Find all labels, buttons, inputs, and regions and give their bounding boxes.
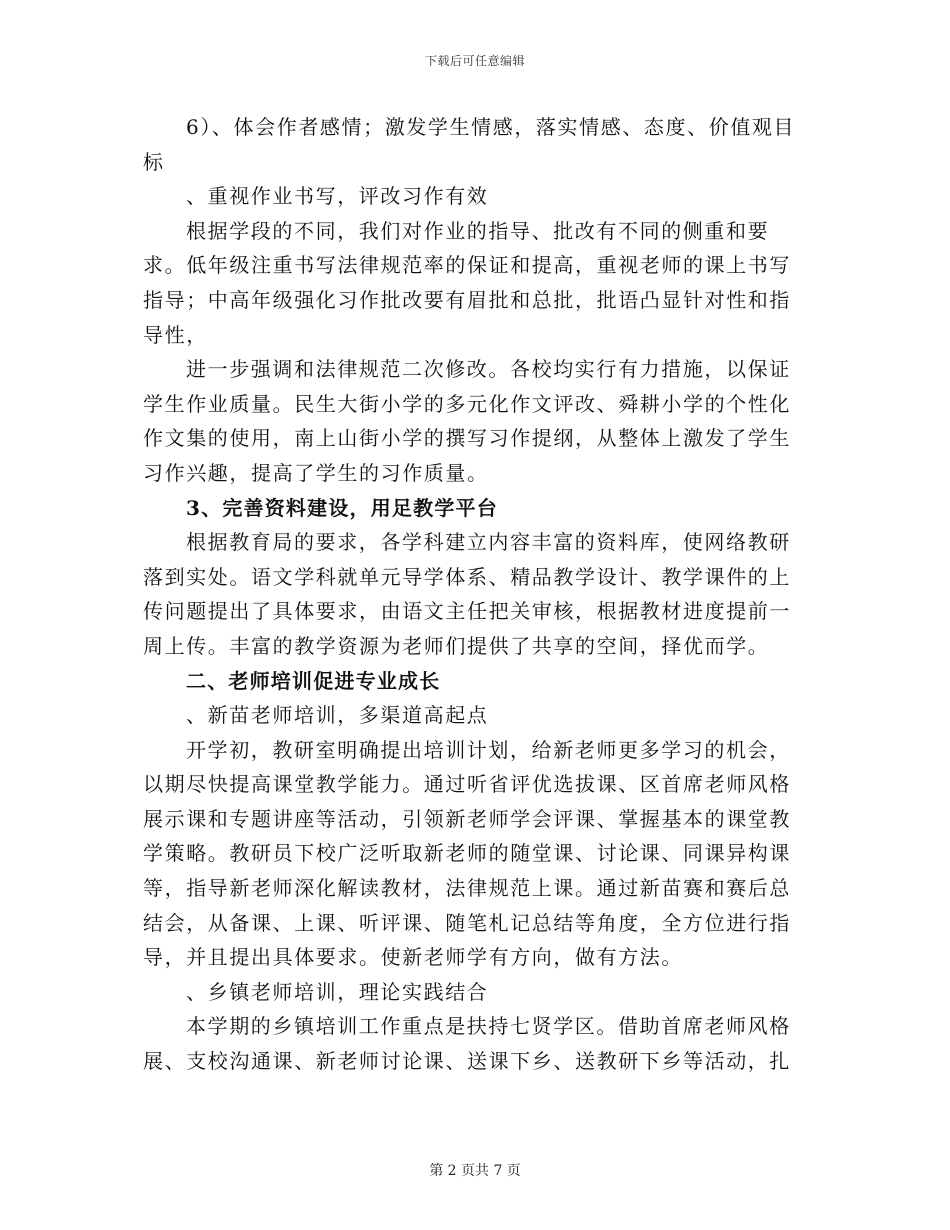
section-heading-3: 3、完善资料建设，用足教学平台 [186, 495, 498, 520]
paragraph-6: 、新苗老师培训，多渠道高起点 [186, 703, 489, 728]
document-body [143, 110, 803, 1079]
paragraph-4: 进一步强调和法律规范二次修改。各校均实行有力措施，以保证学生作业质量。民生大街小学的多元化作文评改、舜耕小学的个性化作文集的使用，南上山街小学的撰写习作提纲，从整体上激发了学生习作兴趣，提高了学生的习作质量。 [143, 357, 791, 485]
page-number: 第 2 页共 7 页 [429, 1163, 521, 1179]
paragraph-9: 本学期的乡镇培训工作重点是扶持七贤学区。借助首席老师风格展、支校沟通课、新老师讨论课、送课下乡、送教研下乡等活动，扎 [143, 1014, 791, 1074]
paragraph-8: 、乡镇老师培训，理论实践结合 [186, 979, 489, 1004]
page-header-note: 下载后可任意编辑 [424, 54, 525, 68]
section-heading-2: 二、老师培训促进专业成长 [186, 668, 441, 693]
paragraph-1: 6）、体会作者感情；激发学生情感，落实情感、态度、价值观目标 [143, 115, 796, 174]
paragraph-3: 根据学段的不同，我们对作业的指导、批改有不同的侧重和要求。低年级注重书写法律规范率的保证和提高，重视老师的课上书写指导；中高年级强化习作批改要有眉批和总批，批语凸显针对性和指导性， [143, 218, 791, 347]
paragraph-2: 、重视作业书写，评改习作有效 [186, 184, 489, 209]
paragraph-7: 开学初，教研室明确提出培训计划，给新老师更多学习的机会，以期尽快提高课堂教学能力。通过听省评优选拔课、区首席老师风格展示课和专题讲座等活动，引领新老师学会评课、掌握基本的课堂教学策略。教研员下校广泛听取新老师的随堂课、讨论课、同课异构课等，指导新老师深化解读教材，法律规范上课。通过新苗赛和赛后总结会，从备课、上课、听评课、随笔札记总结等角度，全方位进行指导，并且提出具体要求。使新老师学有方向，做有方法。 [143, 737, 791, 970]
paragraph-5: 根据教育局的要求，各学科建立内容丰富的资料库，使网络教研落到实处。语文学科就单元导学体系、精品教学设计、教学课件的上传问题提出了具体要求，由语文主任把关审核，根据教材进度提前一周上传。丰富的教学资源为老师们提供了共享的空间，择优而学。 [143, 530, 791, 658]
